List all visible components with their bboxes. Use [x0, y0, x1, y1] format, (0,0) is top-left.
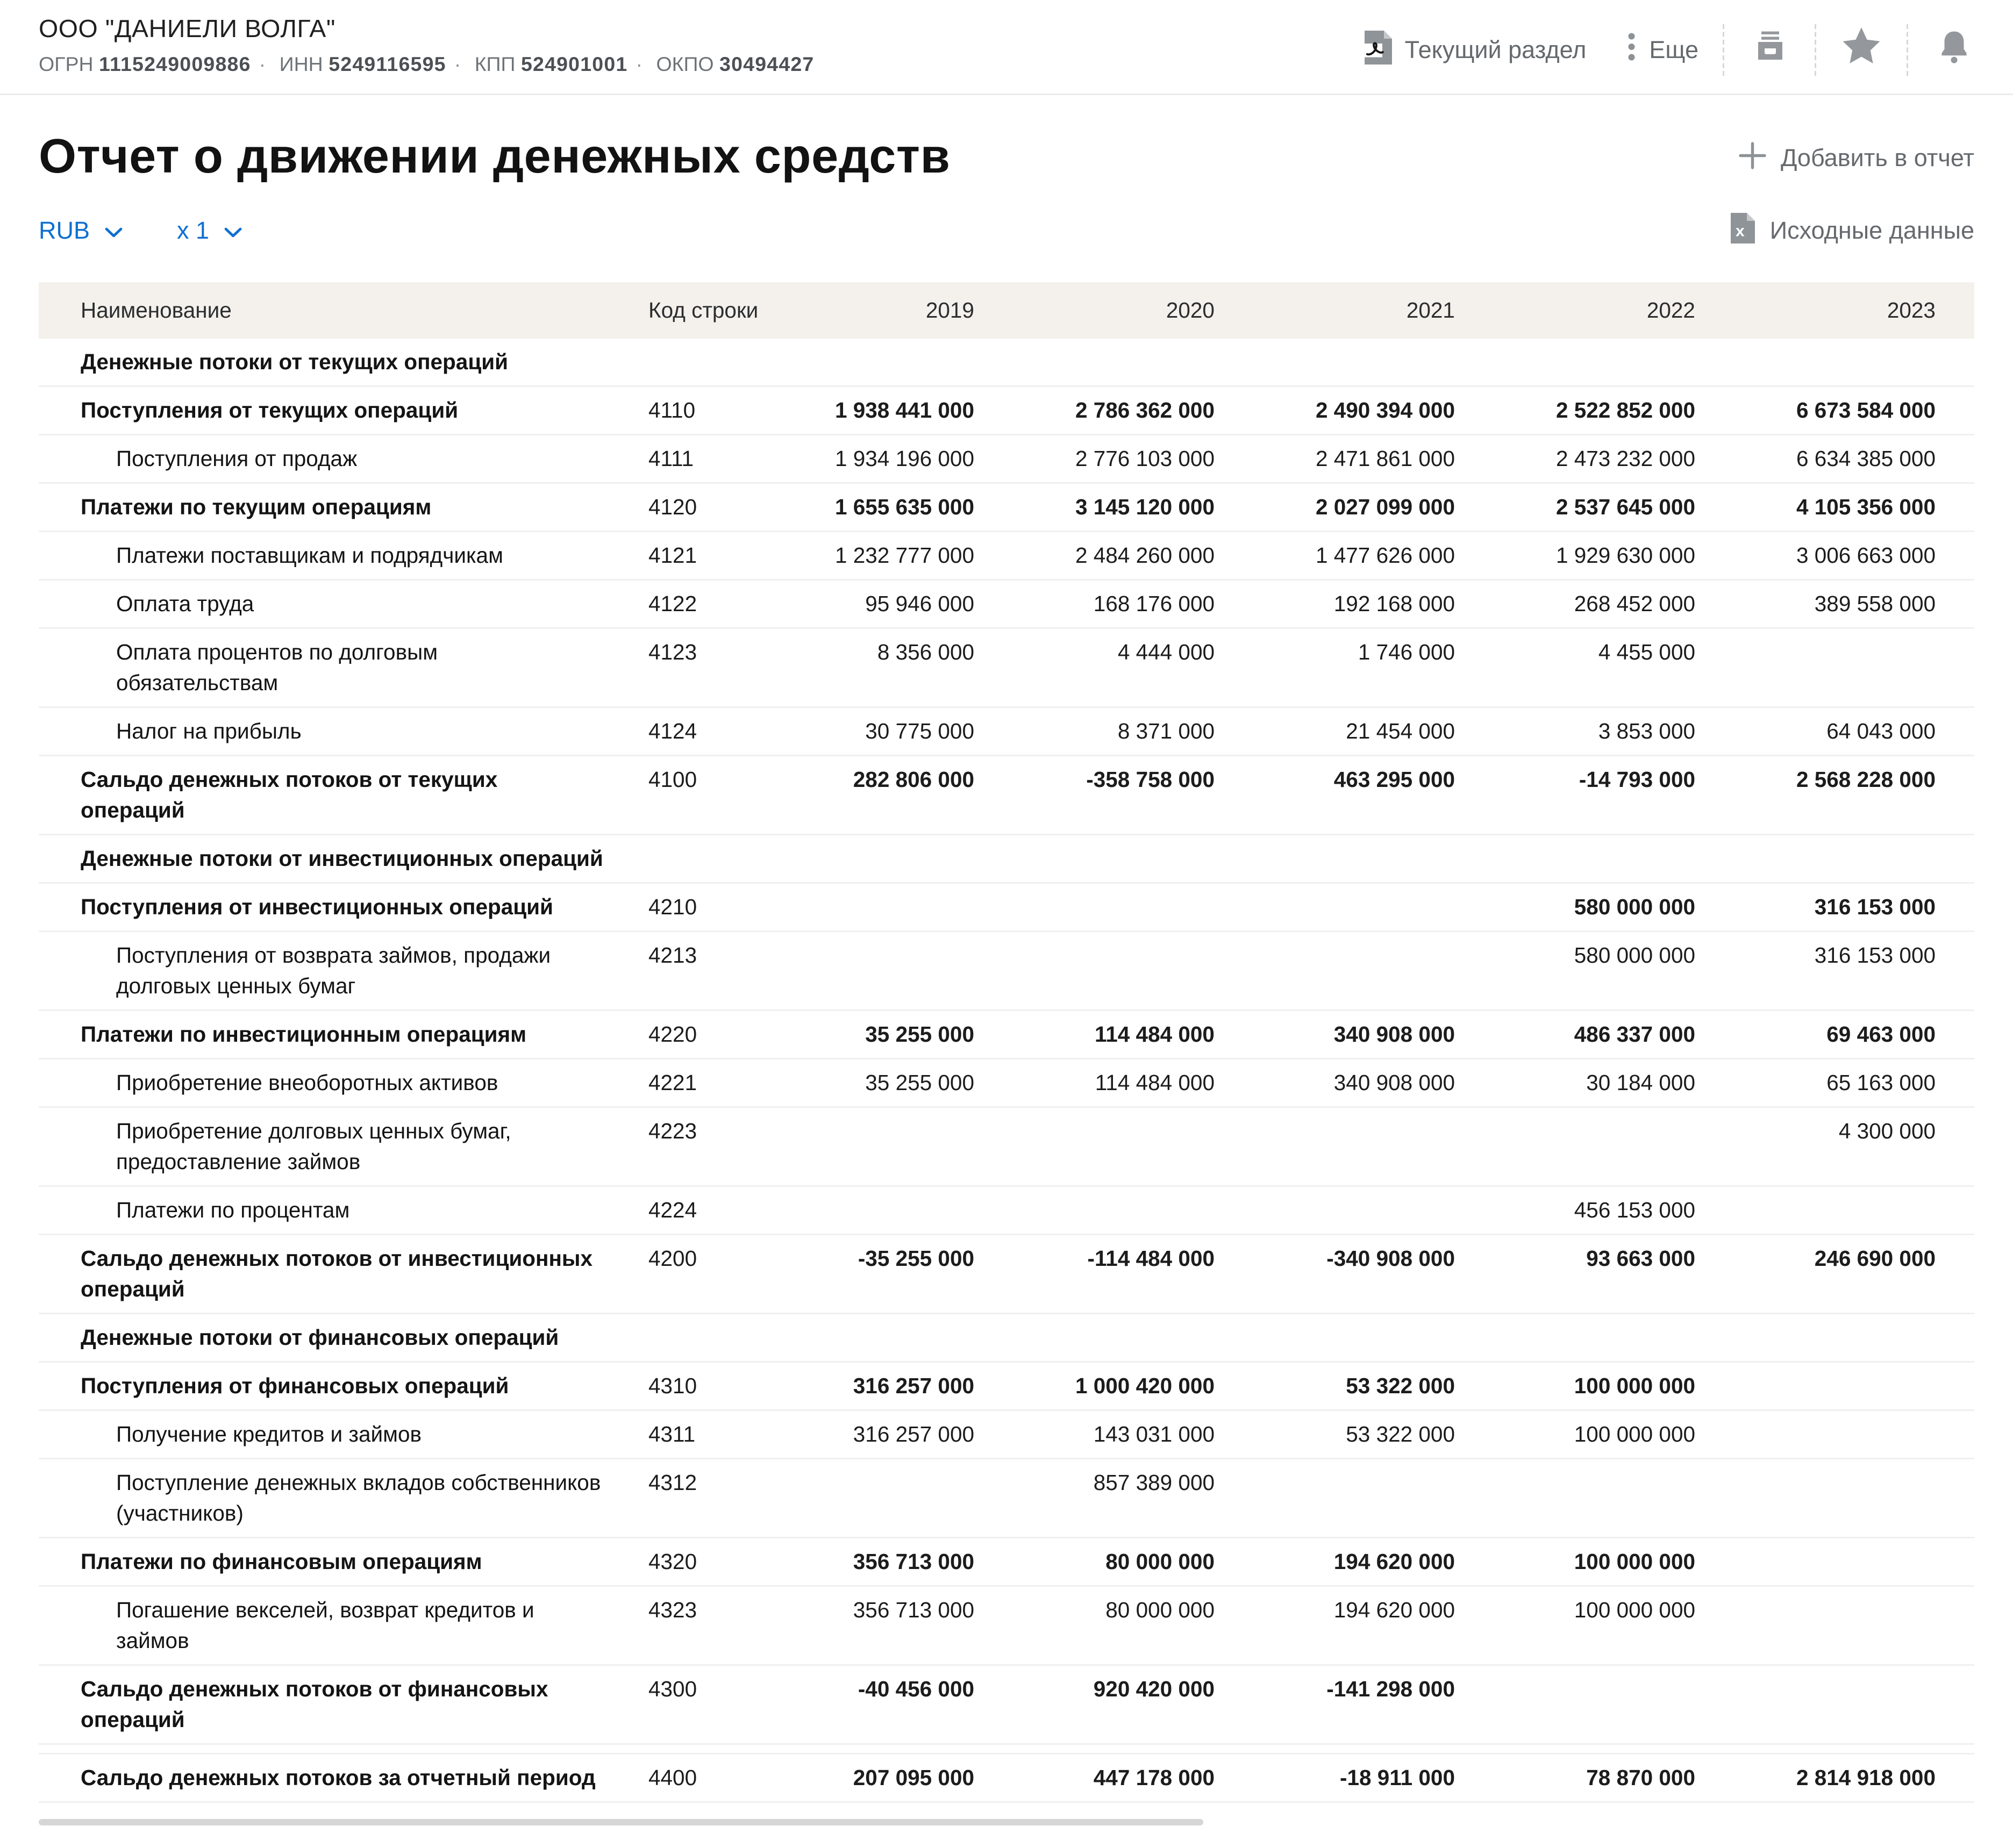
value-cell-2020: -358 758 000 [1013, 756, 1253, 835]
value-cell-2020: 114 484 000 [1013, 1011, 1253, 1059]
value-cell-2020: 2 776 103 000 [1013, 435, 1253, 483]
row-name-cell: Платежи по инвестиционным операциям [39, 1011, 603, 1059]
value-cell-2021: 2 490 394 000 [1253, 386, 1494, 435]
value-cell-2019: 1 655 635 000 [773, 483, 1013, 532]
add-to-report-label: Добавить в отчет [1780, 144, 1974, 172]
row-code-cell: 4124 [603, 707, 773, 756]
row-name-cell: Платежи по финансовым операциям [39, 1538, 603, 1586]
row-code-cell: 4111 [603, 435, 773, 483]
value-cell-2019 [773, 932, 1013, 1011]
star-icon [1842, 27, 1881, 73]
value-cell-2023: 389 558 000 [1734, 580, 1974, 628]
table-row[interactable] [39, 580, 1974, 628]
row-code-cell: 4223 [603, 1107, 773, 1186]
row-name-cell: Поступления от финансовых операций [39, 1362, 603, 1410]
value-cell-2019: -40 456 000 [773, 1665, 1013, 1744]
value-cell-2022: 580 000 000 [1494, 883, 1734, 932]
value-cell-2021 [1253, 1107, 1494, 1186]
value-cell-2021: -340 908 000 [1253, 1235, 1494, 1314]
more-label: Еще [1649, 36, 1698, 64]
value-cell-2019: 1 232 777 000 [773, 532, 1013, 580]
kebab-menu-icon [1628, 32, 1636, 68]
value-cell-2022: 3 853 000 [1494, 707, 1734, 756]
table-row[interactable] [39, 1586, 1974, 1665]
value-cell-2021 [1253, 339, 1494, 386]
value-cell-2019 [773, 835, 1013, 883]
value-cell-2020: 80 000 000 [1013, 1586, 1253, 1665]
row-code-cell: 4123 [603, 628, 773, 707]
value-cell-2022: 580 000 000 [1494, 932, 1734, 1011]
row-code-cell: 4400 [603, 1754, 773, 1802]
row-code-cell: 4120 [603, 483, 773, 532]
value-cell-2020 [1013, 932, 1253, 1011]
column-header-name: Наименование [39, 282, 603, 339]
row-code-cell: 4224 [603, 1186, 773, 1235]
value-cell-2022: 100 000 000 [1494, 1586, 1734, 1665]
reg-label: ОКПО [656, 53, 714, 76]
table-row[interactable] [39, 1362, 1974, 1410]
bell-icon [1937, 28, 1971, 72]
value-cell-2019 [773, 1314, 1013, 1362]
value-cell-2021 [1253, 835, 1494, 883]
svg-text:x: x [1736, 222, 1745, 240]
row-name-cell: Сальдо денежных потоков за отчетный период [39, 1754, 603, 1802]
value-cell-2019: 356 713 000 [773, 1586, 1013, 1665]
value-cell-2023 [1734, 628, 1974, 707]
table-row[interactable] [39, 707, 1974, 756]
value-cell-2022: 78 870 000 [1494, 1754, 1734, 1802]
value-cell-2020 [1013, 1186, 1253, 1235]
row-name-cell: Денежные потоки от инвестиционных операций [39, 835, 603, 883]
value-cell-2023 [1734, 1314, 1974, 1362]
reg-label: ОГРН [39, 53, 94, 76]
reg-label: КПП [474, 53, 516, 76]
reg-separator: · [454, 53, 461, 76]
notifications-bell-button[interactable] [1932, 29, 1974, 71]
row-name-cell: Денежные потоки от финансовых операций [39, 1314, 603, 1362]
row-code-cell [603, 1314, 773, 1362]
row-name-cell: Поступления от продаж [39, 435, 603, 483]
row-name-cell: Поступление денежных вкладов собственников (участников) [39, 1459, 603, 1538]
value-cell-2023 [1734, 1459, 1974, 1538]
row-code-cell: 4221 [603, 1059, 773, 1107]
value-cell-2019: 316 257 000 [773, 1362, 1013, 1410]
company-registry-line [39, 52, 815, 77]
value-cell-2022: 2 522 852 000 [1494, 386, 1734, 435]
value-cell-2020: 1 000 420 000 [1013, 1362, 1253, 1410]
row-name-cell: Налог на прибыль [39, 707, 603, 756]
value-cell-2019: -35 255 000 [773, 1235, 1013, 1314]
row-name-cell: Платежи по текущим операциям [39, 483, 603, 532]
value-cell-2021: 192 168 000 [1253, 580, 1494, 628]
source-data-label: Исходные данные [1769, 218, 1974, 245]
value-cell-2021 [1253, 1186, 1494, 1235]
favorite-star-button[interactable] [1840, 29, 1882, 71]
row-name-cell: Сальдо денежных потоков от текущих операций [39, 756, 603, 835]
multiplier-dropdown-value: x 1 [177, 218, 210, 245]
value-cell-2019: 207 095 000 [773, 1754, 1013, 1802]
row-code-cell: 4312 [603, 1459, 773, 1538]
value-cell-2023: 6 673 584 000 [1734, 386, 1974, 435]
horizontal-scrollbar[interactable] [39, 1819, 1203, 1825]
value-cell-2019: 1 934 196 000 [773, 435, 1013, 483]
value-cell-2020: 114 484 000 [1013, 1059, 1253, 1107]
value-cell-2023 [1734, 1538, 1974, 1586]
value-cell-2020: 143 031 000 [1013, 1410, 1253, 1459]
currency-dropdown[interactable] [39, 218, 122, 245]
value-cell-2021 [1253, 1314, 1494, 1362]
value-cell-2023 [1734, 1362, 1974, 1410]
table-row[interactable] [39, 483, 1974, 532]
value-cell-2019: 1 938 441 000 [773, 386, 1013, 435]
display-options [39, 218, 241, 245]
table-row[interactable] [39, 532, 1974, 580]
value-cell-2020 [1013, 1107, 1253, 1186]
row-name-cell: Оплата процентов по долговым обязательствам [39, 628, 603, 707]
table-row[interactable] [39, 1186, 1974, 1235]
value-cell-2023: 2 568 228 000 [1734, 756, 1974, 835]
value-cell-2020 [1013, 835, 1253, 883]
row-code-cell: 4213 [603, 932, 773, 1011]
value-cell-2020: 3 145 120 000 [1013, 483, 1253, 532]
value-cell-2022 [1494, 1314, 1734, 1362]
value-cell-2022 [1494, 1459, 1734, 1538]
value-cell-2021: 2 027 099 000 [1253, 483, 1494, 532]
pdf-file-icon [1363, 30, 1392, 70]
value-cell-2020: 4 444 000 [1013, 628, 1253, 707]
value-cell-2022 [1494, 1107, 1734, 1186]
controls-row [0, 213, 2013, 250]
value-cell-2023: 69 463 000 [1734, 1011, 1974, 1059]
row-name-cell: Приобретение внеоборотных активов [39, 1059, 603, 1107]
value-cell-2020: 8 371 000 [1013, 707, 1253, 756]
cash-flow-table [39, 282, 1974, 1803]
table-header-row [39, 282, 1974, 339]
page-title: Отчет о движении денежных средств [39, 131, 951, 184]
value-cell-2019: 316 257 000 [773, 1410, 1013, 1459]
excel-file-icon [1731, 213, 1755, 250]
value-cell-2020: 920 420 000 [1013, 1665, 1253, 1744]
row-name-cell: Платежи по процентам [39, 1186, 603, 1235]
chevron-down-icon [224, 218, 241, 245]
archive-tray-button[interactable] [1748, 29, 1790, 71]
row-code-cell: 4320 [603, 1538, 773, 1586]
row-name-cell: Приобретение долговых ценных бумаг, предоставление займов [39, 1107, 603, 1186]
value-cell-2019 [773, 1459, 1013, 1538]
table-row[interactable] [39, 1538, 1974, 1586]
value-cell-2021 [1253, 883, 1494, 932]
row-name-cell: Сальдо денежных потоков от инвестиционных операций [39, 1235, 603, 1314]
current-section-label: Текущий раздел [1404, 36, 1587, 64]
value-cell-2020: 2 786 362 000 [1013, 386, 1253, 435]
value-cell-2021: 463 295 000 [1253, 756, 1494, 835]
value-cell-2019: 35 255 000 [773, 1011, 1013, 1059]
current-section-pdf-button[interactable] [1363, 30, 1587, 70]
value-cell-2022 [1494, 339, 1734, 386]
value-cell-2019: 95 946 000 [773, 580, 1013, 628]
value-cell-2020: 80 000 000 [1013, 1538, 1253, 1586]
column-header-2020: 2020 [1013, 282, 1253, 339]
value-cell-2023: 65 163 000 [1734, 1059, 1974, 1107]
plus-icon [1739, 141, 1766, 175]
value-cell-2023 [1734, 1410, 1974, 1459]
value-cell-2022 [1494, 1665, 1734, 1744]
row-code-cell: 4323 [603, 1586, 773, 1665]
table-row[interactable] [39, 435, 1974, 483]
value-cell-2023: 64 043 000 [1734, 707, 1974, 756]
value-cell-2023 [1734, 1586, 1974, 1665]
row-code-cell: 4100 [603, 756, 773, 835]
table-row[interactable] [39, 1410, 1974, 1459]
value-cell-2022: 100 000 000 [1494, 1362, 1734, 1410]
vertical-separator [1815, 24, 1816, 76]
column-header-2022: 2022 [1494, 282, 1734, 339]
value-cell-2019: 282 806 000 [773, 756, 1013, 835]
source-data-button[interactable] [1731, 213, 1974, 250]
chevron-down-icon [104, 218, 122, 245]
row-code-cell: 4210 [603, 883, 773, 932]
value-cell-2023 [1734, 339, 1974, 386]
row-code-cell [603, 835, 773, 883]
value-cell-2020: 168 176 000 [1013, 580, 1253, 628]
value-cell-2021 [1253, 932, 1494, 1011]
row-name-cell: Получение кредитов и займов [39, 1410, 603, 1459]
value-cell-2021: 21 454 000 [1253, 707, 1494, 756]
value-cell-2022: 2 537 645 000 [1494, 483, 1734, 532]
value-cell-2021: 194 620 000 [1253, 1538, 1494, 1586]
row-name-cell: Поступления от возврата займов, продажи долговых ценных бумаг [39, 932, 603, 1011]
row-name-cell: Поступления от текущих операций [39, 386, 603, 435]
more-menu-button[interactable] [1628, 32, 1698, 68]
multiplier-dropdown[interactable] [177, 218, 241, 245]
value-cell-2022: 486 337 000 [1494, 1011, 1734, 1059]
add-to-report-button[interactable] [1739, 141, 1974, 175]
value-cell-2023: 316 153 000 [1734, 932, 1974, 1011]
row-code-cell: 4220 [603, 1011, 773, 1059]
reg-value: 5249116595 [329, 53, 446, 76]
value-cell-2021: 340 908 000 [1253, 1059, 1494, 1107]
reg-separator: · [259, 53, 266, 76]
column-header-2019: 2019 [773, 282, 1013, 339]
value-cell-2020 [1013, 1314, 1253, 1362]
value-cell-2019 [773, 883, 1013, 932]
column-header-2023: 2023 [1734, 282, 1974, 339]
value-cell-2019 [773, 1107, 1013, 1186]
table-row[interactable] [39, 835, 1974, 883]
column-header-code: Код строки [603, 282, 773, 339]
value-cell-2021: 53 322 000 [1253, 1410, 1494, 1459]
value-cell-2023: 4 105 356 000 [1734, 483, 1974, 532]
value-cell-2022: 1 929 630 000 [1494, 532, 1734, 580]
value-cell-2021: -141 298 000 [1253, 1665, 1494, 1744]
table-row[interactable] [39, 1754, 1974, 1802]
value-cell-2020: 2 484 260 000 [1013, 532, 1253, 580]
company-name: ООО "ДАНИЕЛИ ВОЛГА" [39, 16, 336, 44]
value-cell-2021: 53 322 000 [1253, 1362, 1494, 1410]
value-cell-2022: 100 000 000 [1494, 1410, 1734, 1459]
table-row[interactable] [39, 339, 1974, 386]
value-cell-2020: -114 484 000 [1013, 1235, 1253, 1314]
value-cell-2020: 857 389 000 [1013, 1459, 1253, 1538]
row-code-cell: 4300 [603, 1665, 773, 1744]
row-name-cell: Сальдо денежных потоков от финансовых операций [39, 1665, 603, 1744]
row-name-cell: Погашение векселей, возврат кредитов и займов [39, 1586, 603, 1665]
value-cell-2019 [773, 1186, 1013, 1235]
value-cell-2022 [1494, 835, 1734, 883]
value-cell-2021: 2 471 861 000 [1253, 435, 1494, 483]
row-name-cell: Платежи поставщикам и подрядчикам [39, 532, 603, 580]
value-cell-2023 [1734, 1665, 1974, 1744]
value-cell-2019: 35 255 000 [773, 1059, 1013, 1107]
value-cell-2021: 1 477 626 000 [1253, 532, 1494, 580]
value-cell-2020 [1013, 339, 1253, 386]
value-cell-2021: 1 746 000 [1253, 628, 1494, 707]
value-cell-2023 [1734, 1186, 1974, 1235]
row-code-cell: 4200 [603, 1235, 773, 1314]
value-cell-2022: 30 184 000 [1494, 1059, 1734, 1107]
value-cell-2023: 316 153 000 [1734, 883, 1974, 932]
value-cell-2023: 6 634 385 000 [1734, 435, 1974, 483]
value-cell-2022: 4 455 000 [1494, 628, 1734, 707]
currency-dropdown-value: RUB [39, 218, 90, 245]
value-cell-2021: -18 911 000 [1253, 1754, 1494, 1802]
row-code-cell: 4310 [603, 1362, 773, 1410]
reg-value: 524901001 [520, 53, 628, 76]
top-header [0, 0, 2013, 77]
table-row[interactable] [39, 1011, 1974, 1059]
value-cell-2023 [1734, 835, 1974, 883]
table-row[interactable] [39, 386, 1974, 435]
value-cell-2019: 356 713 000 [773, 1538, 1013, 1586]
row-code-cell: 4122 [603, 580, 773, 628]
table-row[interactable] [39, 1059, 1974, 1107]
reg-value: 30494427 [719, 53, 815, 76]
value-cell-2021: 194 620 000 [1253, 1586, 1494, 1665]
row-name-cell: Оплата труда [39, 580, 603, 628]
value-cell-2020: 447 178 000 [1013, 1754, 1253, 1802]
table-row[interactable] [39, 932, 1974, 1011]
header-divider [0, 94, 2013, 95]
row-name-cell: Поступления от инвестиционных операций [39, 883, 603, 932]
table-row[interactable] [39, 1665, 1974, 1744]
table-row[interactable] [39, 756, 1974, 835]
table-row[interactable] [39, 1314, 1974, 1362]
archive-tray-icon [1753, 29, 1787, 71]
table-section-gap [39, 1744, 1974, 1754]
value-cell-2022: 100 000 000 [1494, 1538, 1734, 1586]
row-name-cell: Денежные потоки от текущих операций [39, 339, 603, 386]
reg-separator: · [636, 53, 643, 76]
value-cell-2023: 2 814 918 000 [1734, 1754, 1974, 1802]
report-table-body [39, 339, 1974, 1802]
row-code-cell: 4311 [603, 1410, 773, 1459]
value-cell-2022: -14 793 000 [1494, 756, 1734, 835]
value-cell-2022: 456 153 000 [1494, 1186, 1734, 1235]
row-code-cell: 4121 [603, 532, 773, 580]
company-block [39, 15, 815, 77]
value-cell-2023: 4 300 000 [1734, 1107, 1974, 1186]
column-header-2021: 2021 [1253, 282, 1494, 339]
row-code-cell [603, 339, 773, 386]
value-cell-2021: 340 908 000 [1253, 1011, 1494, 1059]
value-cell-2019: 8 356 000 [773, 628, 1013, 707]
table-row[interactable] [39, 628, 1974, 707]
title-row [0, 131, 2013, 185]
value-cell-2021 [1253, 1459, 1494, 1538]
value-cell-2019: 30 775 000 [773, 707, 1013, 756]
value-cell-2022: 268 452 000 [1494, 580, 1734, 628]
row-code-cell: 4110 [603, 386, 773, 435]
value-cell-2022: 2 473 232 000 [1494, 435, 1734, 483]
table-row[interactable] [39, 1459, 1974, 1538]
reg-value: 1115249009886 [99, 53, 251, 76]
value-cell-2022: 93 663 000 [1494, 1235, 1734, 1314]
top-actions [1363, 24, 1974, 76]
value-cell-2023: 246 690 000 [1734, 1235, 1974, 1314]
table-row[interactable] [39, 1107, 1974, 1186]
value-cell-2020 [1013, 883, 1253, 932]
table-row[interactable] [39, 1235, 1974, 1314]
value-cell-2023: 3 006 663 000 [1734, 532, 1974, 580]
vertical-separator [1907, 24, 1908, 76]
reg-label: ИНН [279, 53, 323, 76]
table-row[interactable] [39, 883, 1974, 932]
value-cell-2019 [773, 339, 1013, 386]
vertical-separator [1723, 24, 1724, 76]
